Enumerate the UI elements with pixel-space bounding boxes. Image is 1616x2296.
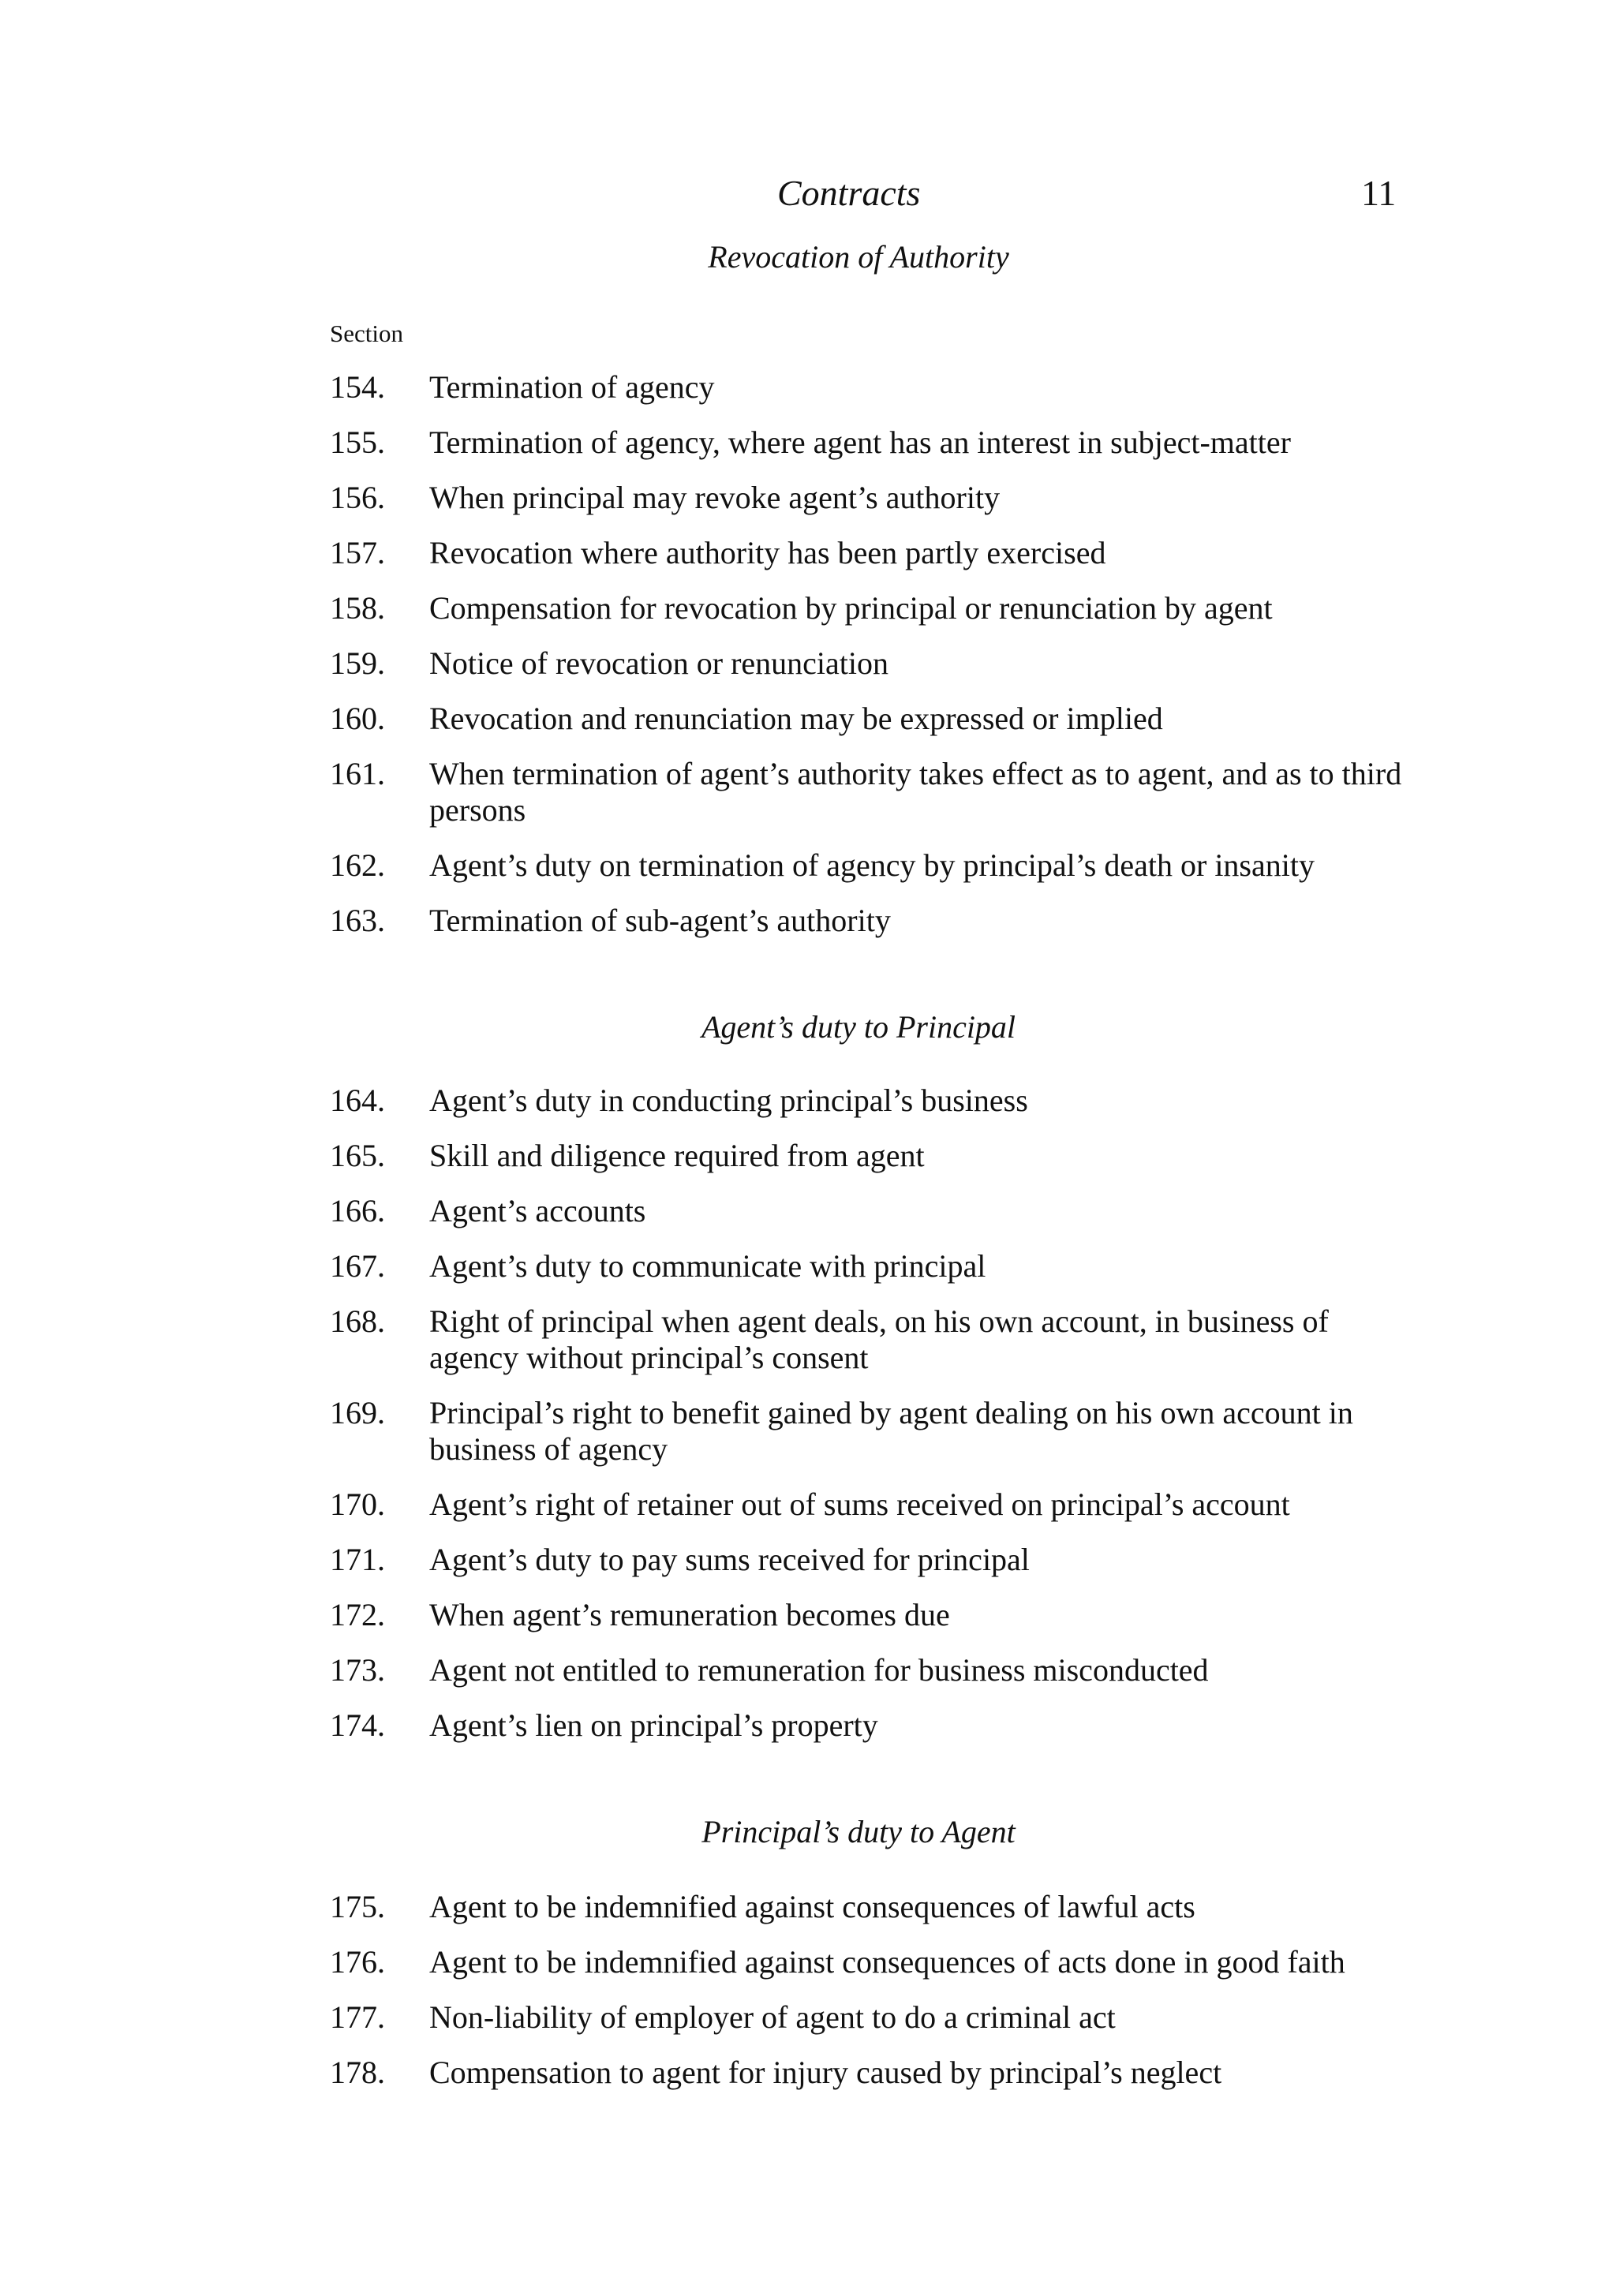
toc-entry <box>330 1083 1419 1119</box>
page-header <box>0 166 1616 221</box>
section-number: 162. <box>330 847 385 883</box>
section-number: 157. <box>330 535 385 570</box>
section-number: 168. <box>330 1303 385 1339</box>
section-title: Compensation to agent for injury caused by principal’s neglect <box>429 2055 1222 2090</box>
toc-entry <box>330 903 1419 939</box>
section-title: Agent’s duty in conducting principal’s business <box>429 1083 1028 1118</box>
section-title: Agent not entitled to remuneration for business misconducted <box>429 1652 1209 1688</box>
toc-entry <box>330 1889 1419 1925</box>
section-title: Right of principal when agent deals, on his own account, in business of agency without principal’s consent <box>429 1303 1329 1375</box>
toc-entry <box>330 535 1419 571</box>
section-title: Agent’s duty on termination of agency by principal’s death or insanity <box>429 847 1315 883</box>
section-title: Agent’s lien on principal’s property <box>429 1707 878 1743</box>
section-number: 158. <box>330 590 385 626</box>
section-number: 155. <box>330 424 385 460</box>
section-column-label: Section <box>330 320 403 347</box>
toc-entry <box>330 1542 1419 1578</box>
section-number: 174. <box>330 1707 385 1743</box>
toc-entry <box>330 1944 1419 1980</box>
section-number: 164. <box>330 1083 385 1118</box>
toc-entry <box>330 1486 1419 1523</box>
section-title: Agent to be indemnified against consequences of acts done in good faith <box>429 1944 1345 1980</box>
section-number: 175. <box>330 1889 385 1924</box>
toc-entry <box>330 2055 1419 2091</box>
section-title: When termination of agent’s authority takes effect as to agent, and as to third persons <box>429 756 1402 828</box>
section-title: When agent’s remuneration becomes due <box>429 1597 950 1632</box>
section-number: 167. <box>330 1248 385 1284</box>
part-heading-principals-duty: Principal’s duty to Agent <box>701 1814 1016 1849</box>
section-title: Compensation for revocation by principal or renunciation by agent <box>429 590 1273 626</box>
part-heading-revocation: Revocation of Authority <box>708 239 1009 275</box>
section-number: 159. <box>330 645 385 681</box>
section-number: 171. <box>330 1542 385 1577</box>
section-number: 172. <box>330 1597 385 1632</box>
toc-entry <box>330 480 1419 516</box>
section-number: 154. <box>330 369 385 405</box>
section-title: Agent to be indemnified against consequences of lawful acts <box>429 1889 1195 1924</box>
toc-entry <box>330 1652 1419 1688</box>
section-number: 170. <box>330 1486 385 1522</box>
section-title: Revocation where authority has been partly exercised <box>429 535 1106 570</box>
section-title: Revocation and renunciation may be expressed or implied <box>429 701 1163 736</box>
part-heading-agents-duty: Agent’s duty to Principal <box>701 1009 1016 1045</box>
section-title: When principal may revoke agent’s authority <box>429 480 1001 515</box>
toc-entry <box>330 424 1419 461</box>
section-title: Termination of agency <box>429 369 715 405</box>
toc-entry <box>330 1138 1419 1174</box>
section-number: 176. <box>330 1944 385 1980</box>
toc-entry <box>330 1395 1419 1468</box>
toc-entry <box>330 1248 1419 1284</box>
section-title: Notice of revocation or renunciation <box>429 645 888 681</box>
section-number: 163. <box>330 903 385 938</box>
section-title: Principal’s right to benefit gained by agent dealing on his own account in business of agency <box>429 1395 1353 1467</box>
toc-entry <box>330 645 1419 682</box>
section-title: Skill and diligence required from agent <box>429 1138 925 1173</box>
toc-entry <box>330 1999 1419 2036</box>
section-title: Agent’s duty to communicate with principal <box>429 1248 986 1284</box>
toc-entry <box>330 1193 1419 1229</box>
toc-entry <box>330 701 1419 737</box>
toc-entry <box>330 1707 1419 1744</box>
section-number: 178. <box>330 2055 385 2090</box>
toc-entry <box>330 369 1419 406</box>
toc-entry <box>330 1597 1419 1633</box>
toc-entry <box>330 1303 1419 1376</box>
section-number: 177. <box>330 1999 385 2035</box>
section-number: 156. <box>330 480 385 515</box>
section-number: 160. <box>330 701 385 736</box>
section-number: 169. <box>330 1395 385 1430</box>
section-title: Agent’s right of retainer out of sums received on principal’s account <box>429 1486 1290 1522</box>
section-title: Agent’s duty to pay sums received for principal <box>429 1542 1030 1577</box>
toc-entry <box>330 590 1419 626</box>
running-title: Contracts <box>777 173 921 213</box>
section-title: Termination of agency, where agent has an interest in subject-matter <box>429 424 1291 460</box>
section-number: 173. <box>330 1652 385 1688</box>
toc-entry <box>330 847 1419 884</box>
section-title: Agent’s accounts <box>429 1193 646 1228</box>
section-number: 166. <box>330 1193 385 1228</box>
toc-entry <box>330 756 1419 828</box>
section-title: Non-liability of employer of agent to do a criminal act <box>429 1999 1116 2035</box>
section-number: 161. <box>330 756 385 791</box>
section-title: Termination of sub-agent’s authority <box>429 903 891 938</box>
section-number: 165. <box>330 1138 385 1173</box>
page-number: 11 <box>1361 173 1397 213</box>
